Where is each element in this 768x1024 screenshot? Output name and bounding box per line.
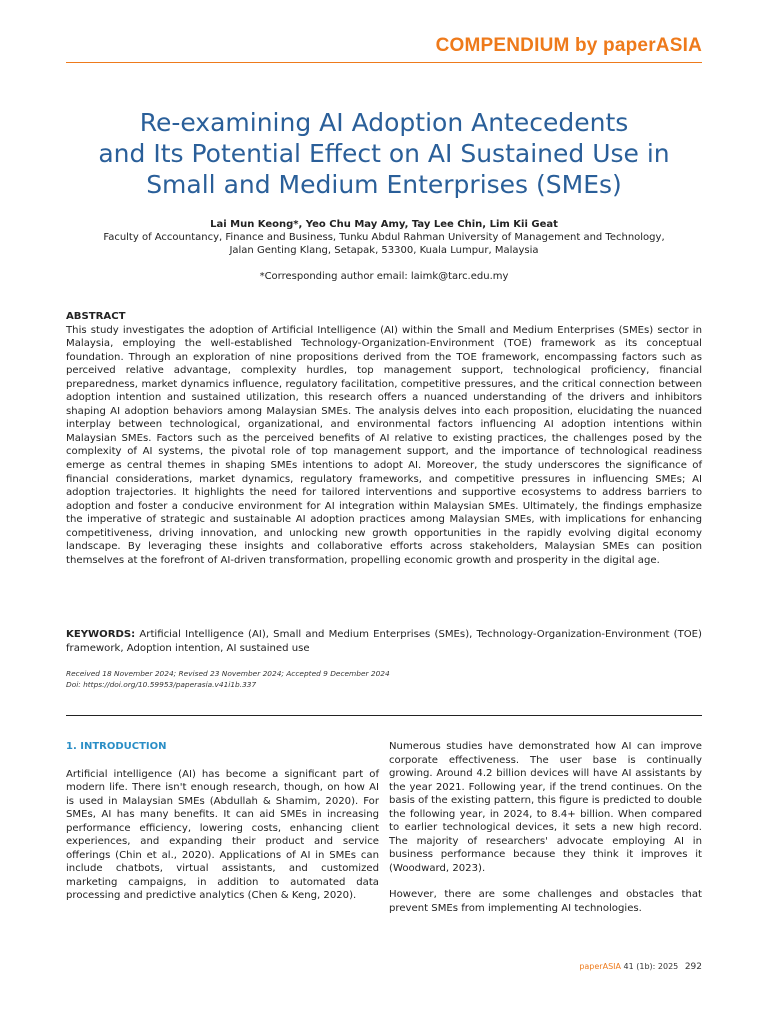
page-number: 292	[684, 962, 702, 972]
footer-brand: paperASIA	[579, 962, 621, 971]
journal-brand-header: COMPENDIUM by paperASIA	[435, 35, 702, 56]
submission-dates	[66, 668, 702, 690]
intro-paragraph: However, there are some challenges and obstacles that prevent SMEs from implementing AI technologies.	[389, 889, 702, 915]
left-column	[66, 740, 379, 916]
section-divider	[66, 715, 702, 716]
author-names: Lai Mun Keong*, Yeo Chu May Amy, Tay Lee Chin, Lim Kii Geat	[210, 219, 558, 230]
keywords-text: Artificial Intelligence (AI), Small and Medium Enterprises (SMEs), Technology-Organization-Environment (TOE) framework, Adoption intention, AI sustained use	[66, 629, 702, 654]
title-line: and Its Potential Effect on AI Sustained Use in	[98, 138, 670, 168]
doi-link[interactable]: Doi: https://doi.org/10.59953/paperasia.v41i1b.337	[66, 680, 257, 689]
keywords-section	[66, 628, 702, 655]
affiliation-line: Faculty of Accountancy, Finance and Business, Tunku Abdul Rahman University of Management and Technology,	[103, 232, 665, 243]
right-column	[389, 740, 702, 929]
corresponding-author: *Corresponding author email: laimk@tarc.edu.my	[259, 271, 509, 282]
title-line: Re-examining AI Adoption Antecedents	[139, 107, 629, 137]
intro-paragraph: Artificial intelligence (AI) has become a significant part of modern life. There isn't enough research, though, on how AI is used in Malaysian SMEs (Abdullah & Shamim, 2020). For SMEs, AI has many benefits. It can aid SMEs in increasing performance efficiency, lowering costs, enhancing client experiences, and expanding their product and service offerings (Chin et al., 2020). Applications of AI in SMEs can include chatbots, virtual assistants, and customized marketing campaigns, in addition to automated data processing and predictive analytics (Chen & Keng, 2020).	[66, 768, 379, 902]
abstract-text: This study investigates the adoption of Artificial Intelligence (AI) within the Small and Medium Enterprises (SMEs) sector in Malaysia, employing the well-established Technology-Organization-Environment (TOE) framework as its conceptual foundation. Through an exploration of nine propositions derived from the TOE framework, encompassing factors such as perceived relative advantage, complexity hurdles, top management support, technological proficiency, financial preparedness, market dynamics influence, regulatory facilitation, competitive pressures, and the critical connection between adoption intention and sustained utilization, this research offers a nuanced understanding of the drivers and inhibitors shaping AI adoption behaviors among Malaysian SMEs. The analysis delves into each proposition, elucidating the nuanced interplay between technological, organizational, and environmental factors influencing AI adoption intentions within Malaysian SMEs. Factors such as the perceived benefits of AI relative to existing practices, the challenges posed by the complexity of AI systems, the pivotal role of top management support, and the importance of technological readiness emerge as central themes in shaping SMEs intentions to adopt AI. Moreover, the study underscores the significance of financial considerations, market dynamics, regulatory frameworks, and competitive pressures in influencing SMEs; AI adoption trajectories. It highlights the need for tailored interventions and supportive ecosystems to address barriers to adoption and foster a conducive environment for AI integration within Malaysian SMEs. Ultimately, the findings emphasize the imperative of strategic and sustainable AI adoption practices among Malaysian SMEs, with implications for enhancing competitiveness, driving innovation, and unlocking new growth opportunities in the rapidly evolving digital economy landscape. By leveraging these insights and collaborative efforts across stakeholders, Malaysian SMEs can position themselves at the forefront of AI-driven transformation, propelling economic growth and prosperity in the digital age.	[66, 324, 702, 566]
intro-paragraph: Numerous studies have demonstrated how AI can improve corporate effectiveness. The user base is continually growing. Around 4.2 billion devices will have AI assistants by the year 2021. Following year, if the trend continues. On the basis of the existing pattern, this figure is predicted to double the following year, in 2024, to 8.4+ billion. When compared to earlier technological devices, it sets a new high record. The majority of researchers' advocate employing AI in business performance because they think it improves it (Woodward, 2023).	[389, 741, 702, 874]
received-dates: Received 18 November 2024; Revised 23 November 2024; Accepted 9 December 2024	[66, 669, 390, 678]
title-line: Small and Medium Enterprises (SMEs)	[146, 169, 622, 199]
author-block	[66, 218, 702, 257]
section-heading-introduction: 1. INTRODUCTION	[66, 741, 167, 752]
affiliation-line: Jalan Genting Klang, Setapak, 53300, Kuala Lumpur, Malaysia	[229, 245, 539, 256]
paper-title	[40, 107, 728, 200]
abstract-section	[66, 310, 702, 567]
keywords-label: KEYWORDS:	[66, 629, 136, 640]
page-footer	[579, 962, 702, 972]
header-rule	[66, 62, 702, 63]
footer-issue: 41 (1b): 2025	[623, 962, 679, 971]
abstract-heading: ABSTRACT	[66, 311, 126, 322]
